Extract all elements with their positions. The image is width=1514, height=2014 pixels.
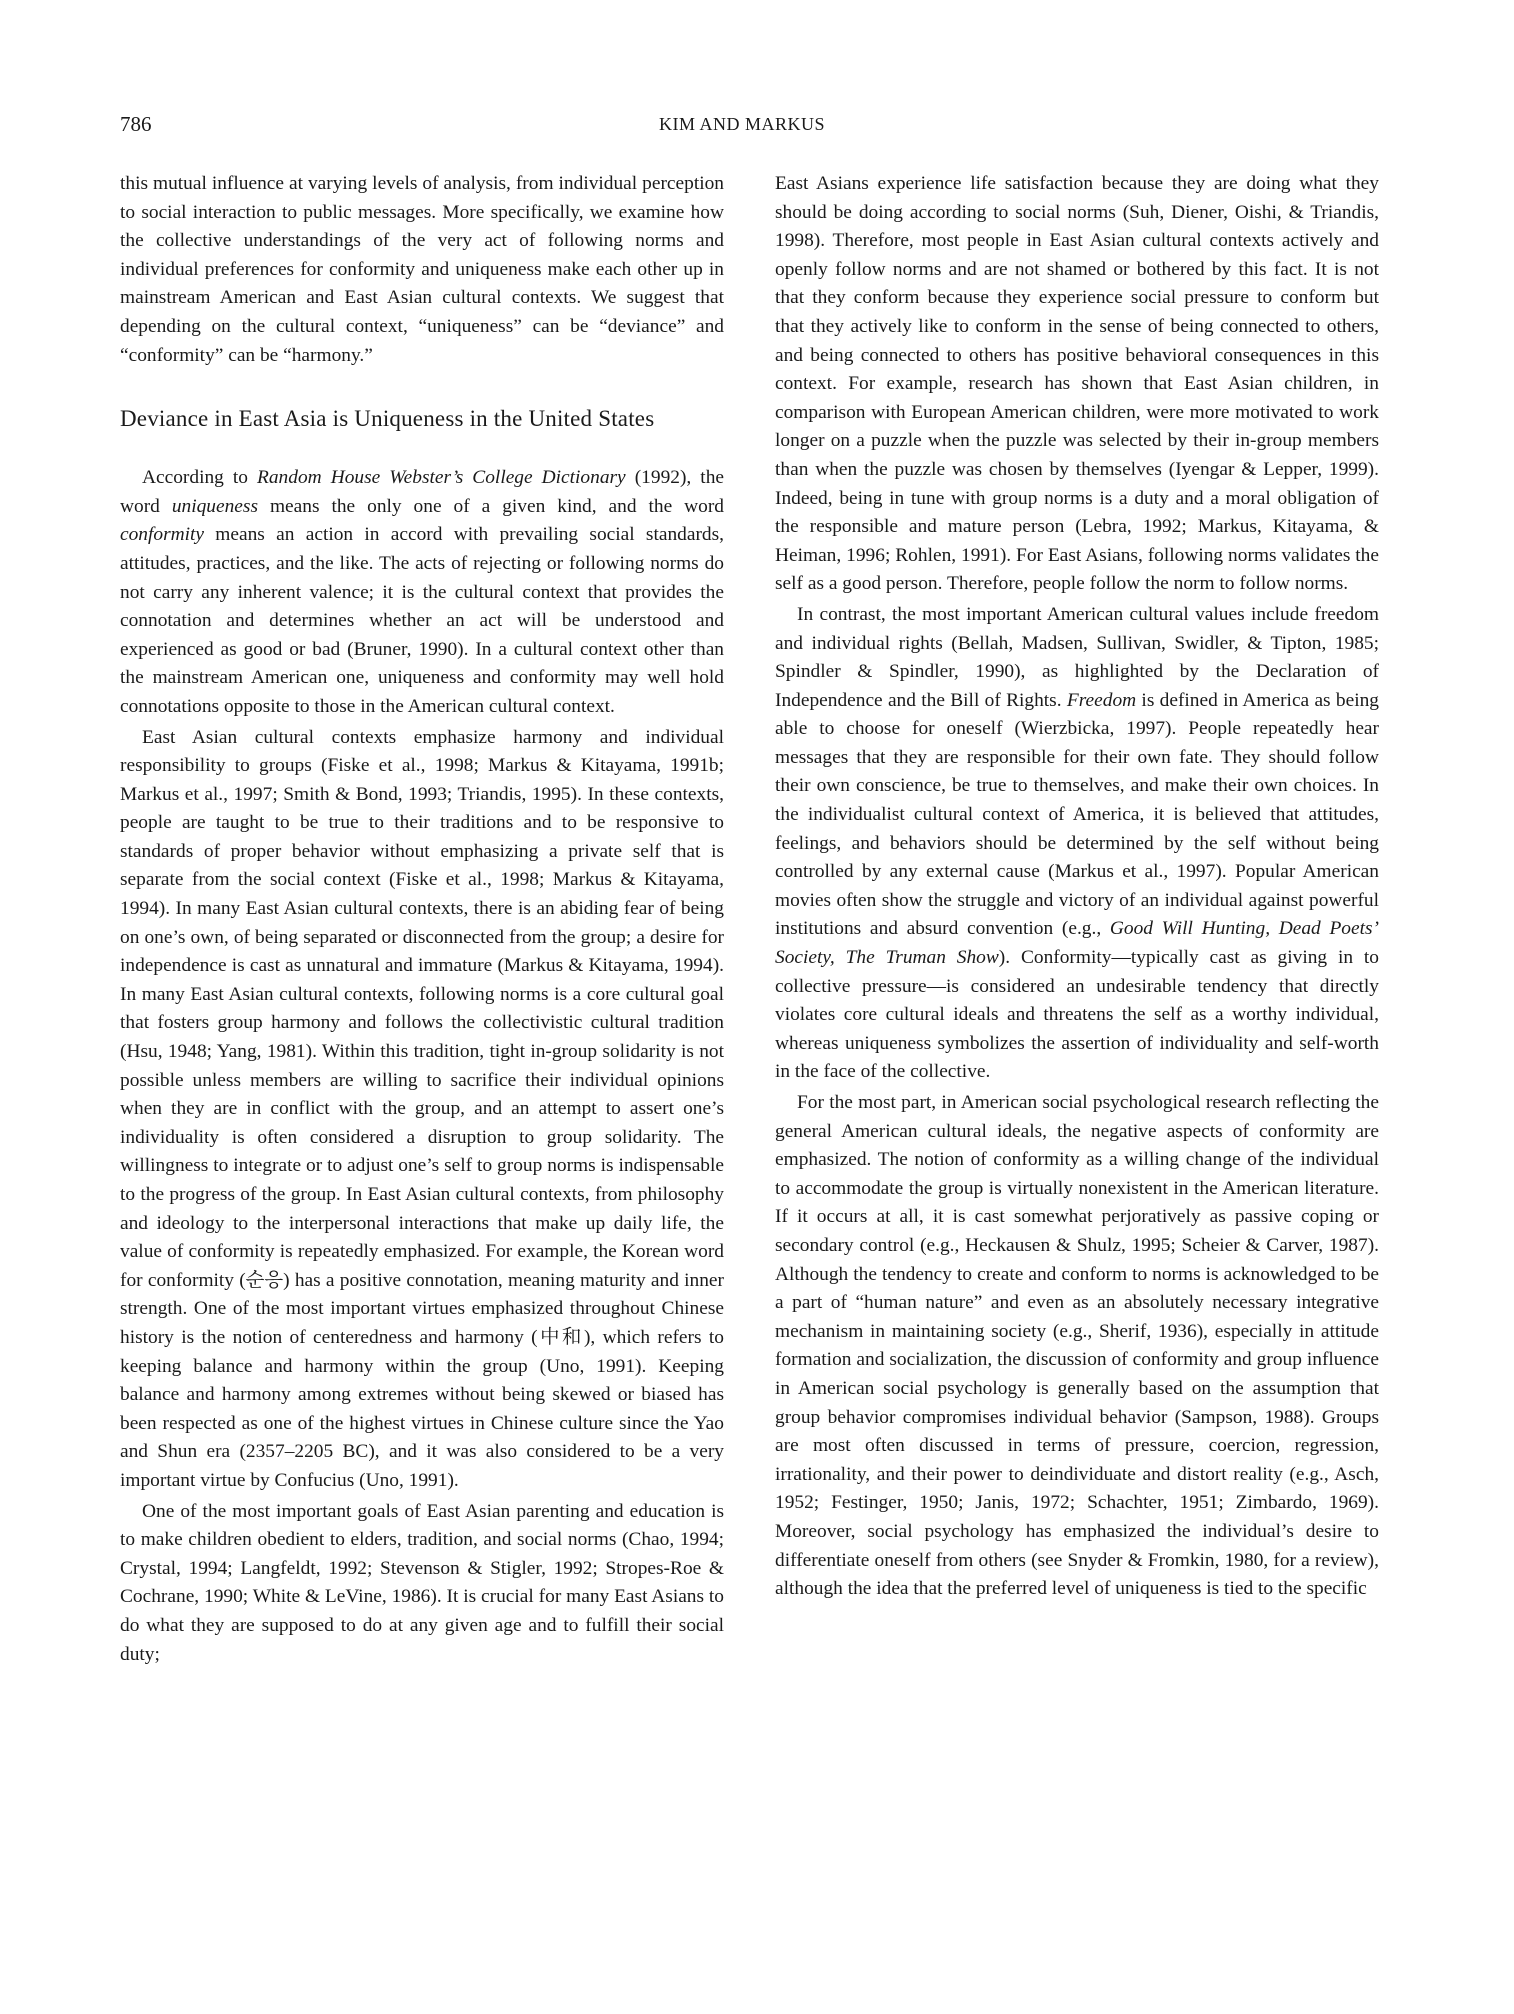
paragraph-east-asian-contexts: East Asian cultural contexts emphasize harmony and individual responsibility to groups (Fiske et al., 1998; Markus & Kitayama, 1991b; Markus et al., 1997; Smith & Bond, 1993; Triandis, 1995). In these contexts, people are taught to be true to their traditions and to be responsive to standards of proper behavior without emphasizing a private self that is separate from the social context (Fiske et al., 1998; Markus & Kitayama, 1994). In many East Asian cultural contexts, there is an abiding fear of being on one’s own, of being separated or disconnected from the group; a desire for independence is cast as unnatural and immature (Markus & Kitayama, 1994). In many East Asian cultural contexts, following norms is a core cultural goal that fosters group harmony and follows the collectivistic cultural tradition (Hsu, 1948; Yang, 1981). Within this tradition, tight in-group solidarity is not possible unless members are willing to sacrifice their individual opinions when they are in conflict with the group, and an attempt to assert one’s individuality is often considered a disruption to group solidarity. The willingness to integrate or to adjust one’s self to group norms is indispensable to the progress of the group. In East Asian cultural contexts, from philosophy and ideology to the interpersonal interactions that make up daily life, the value of conformity is repeatedly emphasized. For example, the Korean word for conformity (순응) has a positive connotation, meaning maturity and inner strength. One of the most important virtues emphasized throughout Chinese history is the notion of centeredness and harmony (中和), which refers to keeping balance and harmony within the group (Uno, 1991). Keeping balance and harmony among extremes without being skewed or biased has been respected as one of the highest virtues in Chinese culture since the Yao and Shun era (2357–2205 BC), and it was also considered to be a very important virtue by Confucius (Uno, 1991). xyxy=(120,726,724,1491)
text-run: means an action in accord with prevailing social standards, attitudes, practices, and the like. The acts of rejecting or following norms do not carry any inherent valence; it is the cultural context that provides the connotation and determines whether an act will be understood and experienced as good or bad (Bruner, 1990). In a cultural context other than the mainstream American one, uniqueness and conformity may well hold connotations opposite to those in the American cultural context. xyxy=(120,524,724,717)
italic-term: Freedom xyxy=(1066,689,1137,711)
page-header xyxy=(120,112,1364,142)
running-head: KIM AND MARKUS xyxy=(658,114,826,134)
italic-term: uniqueness xyxy=(171,495,258,517)
section-heading: Deviance in East Asia is Uniqueness in the United States xyxy=(120,406,655,432)
text-run: means the only one of a given kind, and the word xyxy=(258,495,725,517)
italic-term: conformity xyxy=(120,524,205,546)
right-column xyxy=(775,170,1379,1604)
paragraph-parenting: One of the most important goals of East Asian parenting and education is to make children obedient to elders, tradition, and social norms (Chao, 1994; Crystal, 1994; Langfeldt, 1992; Stevenson & Stigler, 1992; Stropes-Roe & Cochrane, 1990; White & LeVine, 1986). It is crucial for many East Asians to do what they are supposed to do at any given age and to fulfill their social duty; xyxy=(120,1500,724,1665)
page-number: 786 xyxy=(120,112,152,136)
left-column xyxy=(120,170,724,1669)
text-run: is defined in America as being able to choose for oneself (Wierzbicka, 1997). People repeatedly hear messages that they are responsible for their own fate. They should follow their own conscience, be true to themselves, and make their own choices. In the individualist cultural context of America, it is believed that attitudes, feelings, and behaviors should be determined by the self without being controlled by any external cause (Markus et al., 1997). Popular American movies often show the struggle and victory of an individual against powerful institutions and absurd convention (e.g., xyxy=(775,689,1379,940)
text-run: (1992), the word xyxy=(120,467,724,517)
italic-citation: Random House Webster’s College Dictionary xyxy=(257,467,626,489)
text-run: In contrast, the most important American cultural values include freedom and individual rights (Bellah, Madsen, Sullivan, Swidler, & Tipton, 1985; Spindler & Spindler, 1990), as highlighted by the Declaration of Independence and the Bill of Rights. xyxy=(775,603,1379,711)
text-run: According to xyxy=(142,467,258,489)
paragraph-continued: East Asians experience life satisfaction because they are doing what they should be doing according to social norms (Suh, Diener, Oishi, & Triandis, 1998). Therefore, most people in East Asian cultural contexts actively and openly follow norms and are not shamed or bothered by this fact. It is not that they conform because they experience social pressure to conform but that they actively like to conform in the sense of being connected to others, and being connected to others has positive behavioral consequences in this context. For example, research has shown that East Asian children, in comparison with European American children, were more motivated to work longer on a puzzle when the puzzle was selected by their in-group members than when the puzzle was chosen by themselves (Iyengar & Lepper, 1999). Indeed, being in tune with group norms is a duty and a moral obligation of the responsible and mature person (Lebra, 1992; Markus, Kitayama, & Heiman, 1996; Rohlen, 1991). For East Asians, following norms validates the self as a good person. Therefore, people follow the norm to follow norms. xyxy=(775,173,1379,595)
paragraph-american-values xyxy=(775,601,1379,1087)
paragraph-dictionary xyxy=(120,464,724,721)
italic-movie-titles: Good Will Hunting, Dead Poets’ Society, The Truman Show xyxy=(775,918,1379,969)
paragraph-continued: this mutual influence at varying levels of analysis, from individual perception to social interaction to public messages. More specifically, we examine how the collective understandings of the very act of following norms and individual preferences for conformity and uniqueness make each other up in mainstream American and East Asian cultural contexts. We suggest that depending on the cultural context, “uniqueness” can be “deviance” and “conformity” can be “harmony.” xyxy=(120,173,724,366)
text-run: ). Conformity—typically cast as giving in to collective pressure—is considered an undesirable tendency that directly violates core cultural ideals and threatens the self as a worthy individual, whereas uniqueness symbolizes the assertion of individuality and self-worth in the face of the collective. xyxy=(775,947,1379,1083)
paragraph-american-research: For the most part, in American social psychological research reflecting the general American cultural ideals, the negative aspects of conformity are emphasized. The notion of conformity as a willing change of the individual to accommodate the group is virtually nonexistent in the American literature. If it occurs at all, it is cast somewhat perjoratively as passive coping or secondary control (e.g., Heckausen & Shulz, 1995; Scheier & Carver, 1987). Although the tendency to create and conform to norms is acknowledged to be a part of “human nature” and even as an absolutely necessary integrative mechanism in maintaining society (e.g., Sherif, 1936), especially in attitude formation and socialization, the discussion of conformity and group influence in American social psychology is generally based on the assumption that group behavior compromises individual behavior (Sampson, 1988). Groups are most often discussed in terms of pressure, coercion, regression, irrationality, and their power to deindividuate and distort reality (e.g., Asch, 1952; Festinger, 1950; Janis, 1972; Schachter, 1951; Zimbardo, 1969). Moreover, social psychology has emphasized the individual’s desire to differentiate oneself from others (see Snyder & Fromkin, 1980, for a review), although the idea that the preferred level of uniqueness is tied to the specific xyxy=(775,1092,1379,1600)
